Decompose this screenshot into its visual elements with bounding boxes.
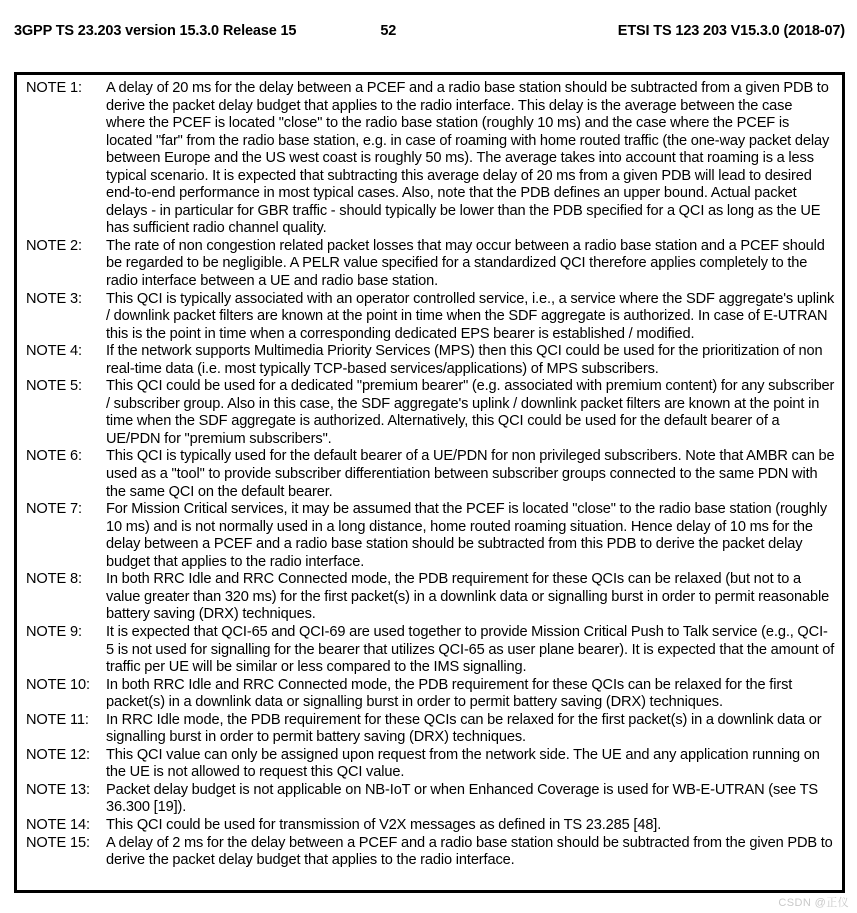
note-row [26, 747, 835, 782]
note-text: This QCI is typically associated with an operator controlled service, i.e., a service where the SDF aggregate's uplink / downlink packet filters are known at the point in time when the SDF aggregate is authorized. In case of E-UTRAN this is the point in time when a corresponding dedicated EPS bearer is established / modified. [106, 290, 835, 342]
note-label: NOTE 12: [26, 746, 90, 763]
note-label: NOTE 15: [26, 834, 90, 851]
note-text: Packet delay budget is not applicable on NB-IoT or when Enhanced Coverage is used for WB-E-UTRAN (see TS 36.300 [19]). [106, 781, 819, 816]
note-text: For Mission Critical services, it may be assumed that the PCEF is located "close" to the radio base station (roughly 10 ms) and is not normally used in a long distance, home routed roaming situation. Hence delay of 10 ms for the delay between a PCEF and a radio base station should be subtracted from this PDB to derive the packet delay budget that applies to the radio interface. [106, 501, 828, 570]
note-text: A delay of 20 ms for the delay between a PCEF and a radio base station should be subtracted from a given PDB to derive the packet delay budget that applies to the radio interface. This delay is the average between the case where the PCEF is located "close" to the radio base station (roughly 10 ms) and the case where the PCEF is located "far" from the radio base station, e.g. in case of roaming with home routed traffic (the one-way packet delay between Europe and the US west coast is roughly 50 ms). The average takes into account that roaming is a less typical scenario. It is expected that subtracting this average delay of 20 ms from a given PDB will lead to desired end-to-end performance in most typical cases. Also, note that the PDB defines an upper bound. Actual packet delays - in particular for GBR traffic - should typically be lower than the PDB specified for a QCI as long as the UE has sufficient radio channel quality. [106, 80, 830, 237]
note-text: In both RRC Idle and RRC Connected mode, the PDB requirement for these QCIs can be relaxed for the first packet(s) in a downlink data or signalling burst in order to permit battery saving (DRX) techniques. [106, 676, 793, 711]
header-document-title: 3GPP TS 23.203 version 15.3.0 Release 15 [14, 23, 297, 39]
note-text: This QCI could be used for transmission of V2X messages as defined in TS 23.285 [48]. [106, 816, 662, 833]
note-row [26, 677, 835, 712]
note-row [26, 343, 835, 378]
note-text: This QCI value can only be assigned upon request from the network side. The UE and any application running on the UE is not allowed to request this QCI value. [106, 746, 820, 781]
note-label: NOTE 5: [26, 378, 82, 395]
page-header [14, 23, 845, 45]
header-standard-ref: ETSI TS 123 203 V15.3.0 (2018-07) [617, 23, 845, 39]
note-row [26, 624, 835, 677]
note-text: If the network supports Multimedia Priority Services (MPS) then this QCI could be used for the prioritization of non real-time data (i.e. most typically TCP-based services/applications) of MPS subscribers. [106, 343, 823, 377]
note-label: NOTE 7: [26, 501, 82, 518]
note-row [26, 448, 835, 501]
note-row [26, 291, 835, 344]
note-label: NOTE 2: [26, 237, 82, 254]
note-label: NOTE 9: [26, 623, 82, 640]
note-row [26, 238, 835, 291]
note-row [26, 571, 835, 624]
note-label: NOTE 8: [26, 571, 82, 588]
note-row [26, 835, 835, 870]
note-text: This QCI is typically used for the default bearer of a UE/PDN for non privileged subscribers. Note that AMBR can be used as a "tool" to provide subscriber differentiation between subscriber groups connected to the same PDN with the same QCI on the default bearer. [106, 448, 835, 500]
note-label: NOTE 4: [26, 343, 82, 360]
note-label: NOTE 6: [26, 448, 82, 465]
csdn-watermark: CSDN @正仪 [778, 897, 849, 909]
note-row [26, 817, 835, 835]
note-label: NOTE 3: [26, 290, 82, 307]
note-text: In both RRC Idle and RRC Connected mode, the PDB requirement for these QCIs can be relaxed (but not to a value greater than 320 ms) for the first packet(s) in a downlink data or signalling burst in order to permit reasonable battery saving (DRX) techniques. [106, 571, 830, 623]
note-label: NOTE 10: [26, 676, 90, 693]
note-row [26, 501, 835, 571]
note-text: A delay of 2 ms for the delay between a PCEF and a radio base station should be subtracted from the given PDB to derive the packet delay budget that applies to the radio interface. [106, 834, 833, 869]
note-label: NOTE 1: [26, 80, 82, 96]
note-text: This QCI could be used for a dedicated "premium bearer" (e.g. associated with premium content) for any subscriber / subscriber group. Also in this case, the SDF aggregate's uplink / downlink packet filters are known at the point in time when the SDF aggregate is authorized. Alternatively, this QCI could be used for the default bearer of a UE/PDN for "premium subscribers". [106, 378, 835, 447]
note-row [26, 378, 835, 448]
note-label: NOTE 11: [26, 711, 89, 728]
notes-box [14, 72, 845, 893]
note-text: In RRC Idle mode, the PDB requirement for these QCIs can be relaxed for the first packet(s) in a downlink data or signalling burst in order to permit battery saving (DRX) techniques. [106, 711, 822, 746]
note-label: NOTE 14: [26, 816, 90, 833]
note-row [26, 80, 835, 238]
note-text: It is expected that QCI-65 and QCI-69 are used together to provide Mission Critical Push to Talk service (e.g., QCI-5 is not used for signalling for the bearer that utilizes QCI-65 as user plane bearer). It is expected that the amount of traffic per UE will be similar or less compared to the IMS signalling. [106, 623, 835, 676]
note-row [26, 712, 835, 747]
note-label: NOTE 13: [26, 781, 90, 798]
note-text: The rate of non congestion related packet losses that may occur between a radio base station and a PCEF should be regarded to be negligible. A PELR value specified for a standardized QCI therefore applies completely to the radio interface between a UE and radio base station. [106, 237, 825, 290]
note-row [26, 782, 835, 817]
header-page-number: 52 [380, 23, 397, 39]
